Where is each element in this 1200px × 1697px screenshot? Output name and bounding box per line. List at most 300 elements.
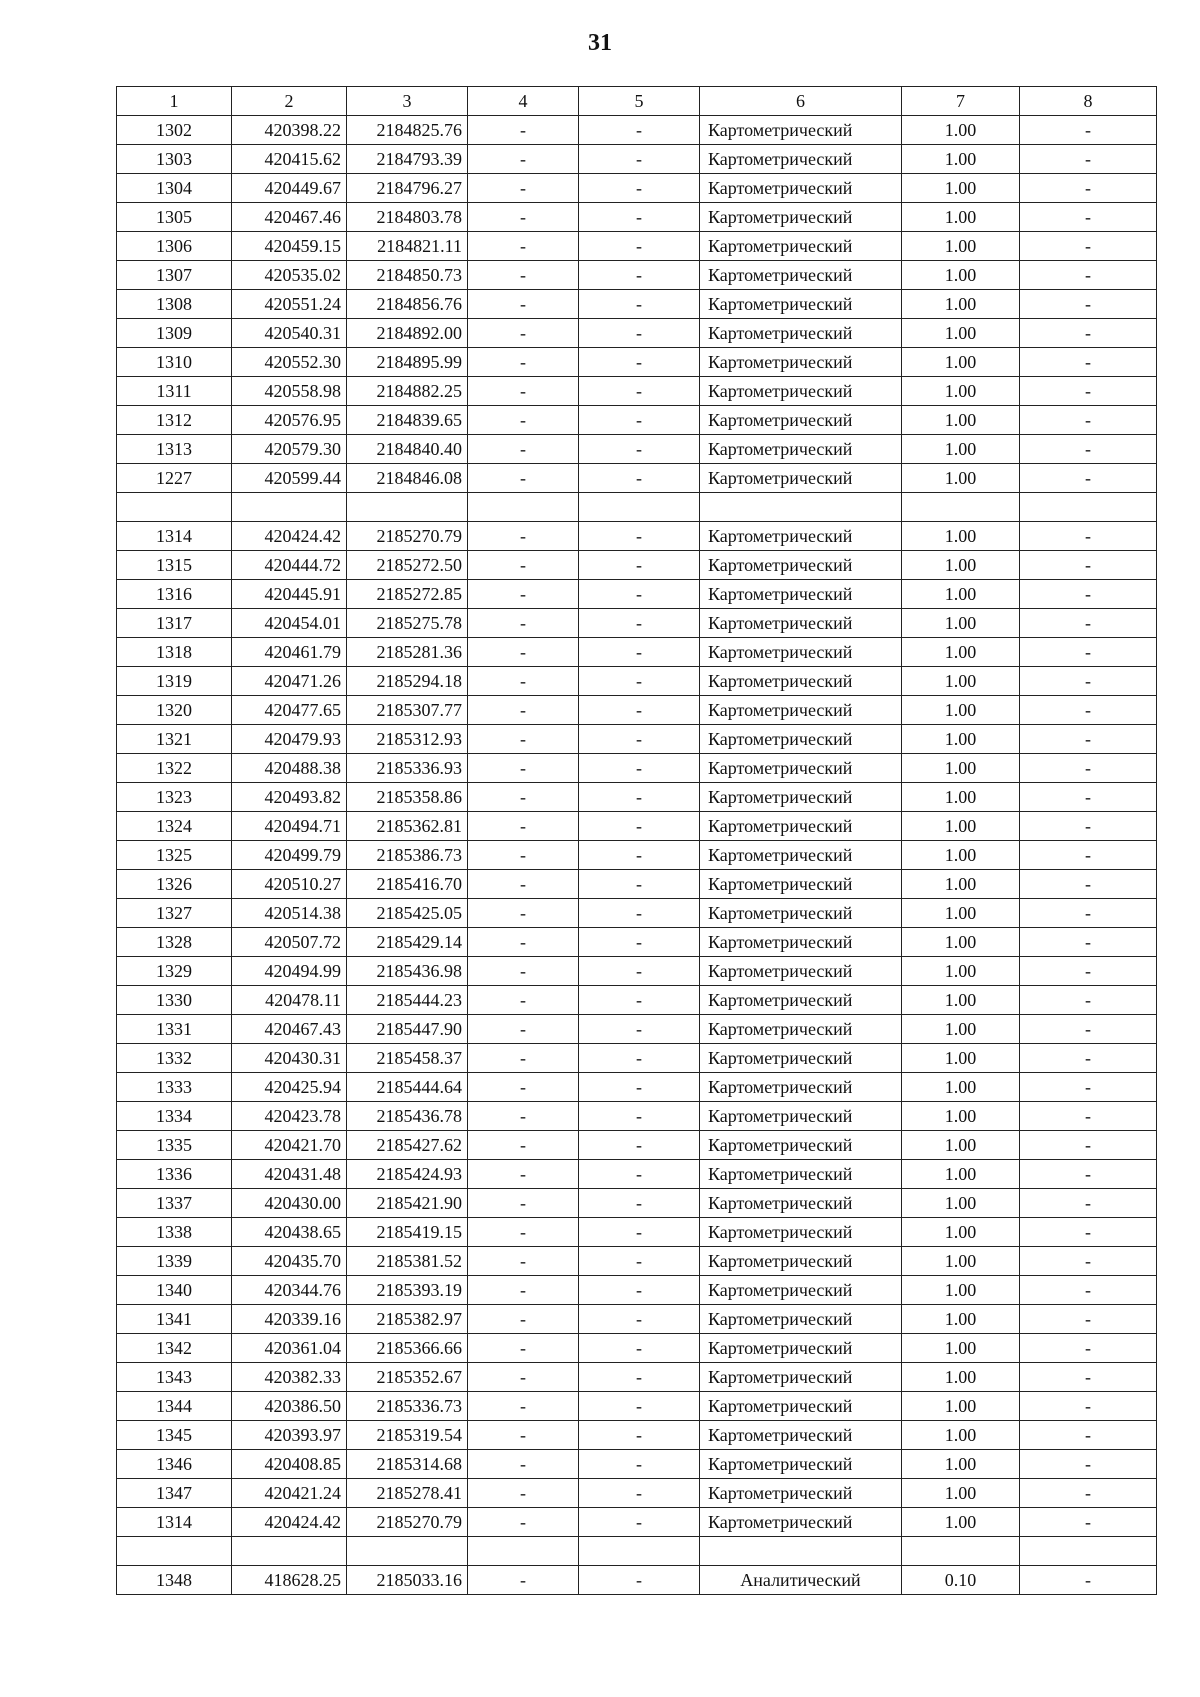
method-cell: Картометрический (700, 812, 902, 841)
coord-x-cell: 420540.31 (232, 319, 347, 348)
col-8-cell: - (1020, 696, 1157, 725)
point-number-cell: 1336 (117, 1160, 232, 1189)
col-8-cell: - (1020, 1421, 1157, 1450)
col-4-cell: - (468, 928, 579, 957)
col-8-cell: - (1020, 1247, 1157, 1276)
col-4-cell: - (468, 1044, 579, 1073)
coord-y-cell: 2185436.98 (347, 957, 468, 986)
point-number-cell: 1307 (117, 261, 232, 290)
coord-x-cell: 420425.94 (232, 1073, 347, 1102)
col-8-cell: - (1020, 1160, 1157, 1189)
col-4-cell: - (468, 986, 579, 1015)
method-cell (700, 1537, 902, 1566)
point-number-cell (117, 493, 232, 522)
column-header: 4 (468, 87, 579, 116)
accuracy-cell: 1.00 (902, 174, 1020, 203)
col-5-cell: - (579, 783, 700, 812)
point-number-cell: 1326 (117, 870, 232, 899)
col-5-cell (579, 493, 700, 522)
col-4-cell: - (468, 870, 579, 899)
coord-y-cell (347, 493, 468, 522)
col-4-cell: - (468, 1305, 579, 1334)
col-8-cell (1020, 493, 1157, 522)
col-5-cell: - (579, 522, 700, 551)
coord-y-cell: 2185272.50 (347, 551, 468, 580)
coord-y-cell: 2185033.16 (347, 1566, 468, 1595)
method-cell: Картометрический (700, 957, 902, 986)
table-row (117, 1305, 1157, 1334)
col-8-cell: - (1020, 638, 1157, 667)
method-cell: Картометрический (700, 1131, 902, 1160)
point-number-cell: 1320 (117, 696, 232, 725)
point-number-cell: 1335 (117, 1131, 232, 1160)
col-5-cell: - (579, 1392, 700, 1421)
coord-x-cell: 420461.79 (232, 638, 347, 667)
method-cell: Аналитический (700, 1566, 902, 1595)
coord-x-cell: 420535.02 (232, 261, 347, 290)
col-5-cell: - (579, 754, 700, 783)
accuracy-cell: 1.00 (902, 1247, 1020, 1276)
table-row (117, 725, 1157, 754)
coord-x-cell: 420408.85 (232, 1450, 347, 1479)
col-4-cell: - (468, 638, 579, 667)
coord-y-cell: 2185421.90 (347, 1189, 468, 1218)
table-row (117, 261, 1157, 290)
col-4-cell: - (468, 261, 579, 290)
col-4-cell: - (468, 1392, 579, 1421)
coord-x-cell: 420438.65 (232, 1218, 347, 1247)
coord-y-cell: 2185352.67 (347, 1363, 468, 1392)
point-number-cell: 1328 (117, 928, 232, 957)
coord-x-cell: 420579.30 (232, 435, 347, 464)
method-cell: Картометрический (700, 377, 902, 406)
coord-y-cell: 2185319.54 (347, 1421, 468, 1450)
col-5-cell: - (579, 928, 700, 957)
table-row (117, 754, 1157, 783)
col-4-cell: - (468, 725, 579, 754)
coord-y-cell: 2185278.41 (347, 1479, 468, 1508)
col-5-cell: - (579, 1189, 700, 1218)
table-row (117, 928, 1157, 957)
point-number-cell: 1308 (117, 290, 232, 319)
coord-x-cell: 420507.72 (232, 928, 347, 957)
col-4-cell: - (468, 1189, 579, 1218)
coord-y-cell: 2184840.40 (347, 435, 468, 464)
table-row (117, 1131, 1157, 1160)
point-number-cell: 1342 (117, 1334, 232, 1363)
method-cell: Картометрический (700, 609, 902, 638)
coord-x-cell: 420599.44 (232, 464, 347, 493)
col-8-cell: - (1020, 1392, 1157, 1421)
point-number-cell: 1303 (117, 145, 232, 174)
coord-y-cell: 2185393.19 (347, 1276, 468, 1305)
point-number-cell: 1318 (117, 638, 232, 667)
coord-x-cell: 420386.50 (232, 1392, 347, 1421)
method-cell: Картометрический (700, 145, 902, 174)
table-row (117, 638, 1157, 667)
coord-y-cell (347, 1537, 468, 1566)
col-4-cell: - (468, 1276, 579, 1305)
point-number-cell: 1304 (117, 174, 232, 203)
table-row (117, 1189, 1157, 1218)
point-number-cell: 1227 (117, 464, 232, 493)
coord-x-cell: 420478.11 (232, 986, 347, 1015)
table-row (117, 435, 1157, 464)
table-row (117, 377, 1157, 406)
point-number-cell: 1331 (117, 1015, 232, 1044)
col-8-cell: - (1020, 377, 1157, 406)
coord-y-cell: 2185425.05 (347, 899, 468, 928)
col-5-cell: - (579, 986, 700, 1015)
col-4-cell: - (468, 377, 579, 406)
accuracy-cell: 1.00 (902, 1479, 1020, 1508)
coord-x-cell: 420445.91 (232, 580, 347, 609)
col-8-cell: - (1020, 1131, 1157, 1160)
table-row (117, 1015, 1157, 1044)
col-5-cell: - (579, 377, 700, 406)
col-8-cell: - (1020, 783, 1157, 812)
point-number-cell: 1337 (117, 1189, 232, 1218)
method-cell: Картометрический (700, 551, 902, 580)
col-5-cell: - (579, 1218, 700, 1247)
col-4-cell: - (468, 1450, 579, 1479)
coord-x-cell (232, 1537, 347, 1566)
accuracy-cell: 1.00 (902, 1160, 1020, 1189)
point-number-cell: 1348 (117, 1566, 232, 1595)
col-4-cell: - (468, 580, 579, 609)
accuracy-cell: 1.00 (902, 1218, 1020, 1247)
accuracy-cell: 0.10 (902, 1566, 1020, 1595)
method-cell: Картометрический (700, 1102, 902, 1131)
table-row (117, 493, 1157, 522)
col-4-cell: - (468, 783, 579, 812)
col-8-cell: - (1020, 203, 1157, 232)
method-cell: Картометрический (700, 435, 902, 464)
table-row (117, 1566, 1157, 1595)
column-header: 5 (579, 87, 700, 116)
col-8-cell: - (1020, 725, 1157, 754)
method-cell (700, 493, 902, 522)
col-4-cell (468, 493, 579, 522)
column-header: 6 (700, 87, 902, 116)
accuracy-cell: 1.00 (902, 1392, 1020, 1421)
accuracy-cell: 1.00 (902, 464, 1020, 493)
table-row (117, 696, 1157, 725)
col-5-cell: - (579, 580, 700, 609)
coord-y-cell: 2184821.11 (347, 232, 468, 261)
point-number-cell: 1315 (117, 551, 232, 580)
coord-x-cell: 420344.76 (232, 1276, 347, 1305)
coord-x-cell: 420393.97 (232, 1421, 347, 1450)
col-8-cell: - (1020, 1479, 1157, 1508)
col-5-cell: - (579, 1305, 700, 1334)
table-row (117, 1218, 1157, 1247)
col-8-cell: - (1020, 1015, 1157, 1044)
col-8-cell: - (1020, 667, 1157, 696)
coord-y-cell: 2184892.00 (347, 319, 468, 348)
coord-y-cell: 2185272.85 (347, 580, 468, 609)
coord-x-cell: 420467.46 (232, 203, 347, 232)
coord-y-cell: 2185416.70 (347, 870, 468, 899)
accuracy-cell: 1.00 (902, 1044, 1020, 1073)
col-4-cell: - (468, 1015, 579, 1044)
point-number-cell: 1333 (117, 1073, 232, 1102)
col-4-cell: - (468, 696, 579, 725)
method-cell: Картометрический (700, 1160, 902, 1189)
method-cell: Картометрический (700, 348, 902, 377)
coord-y-cell: 2184856.76 (347, 290, 468, 319)
method-cell: Картометрический (700, 1189, 902, 1218)
table-row (117, 957, 1157, 986)
coord-x-cell: 420361.04 (232, 1334, 347, 1363)
point-number-cell: 1332 (117, 1044, 232, 1073)
method-cell: Картометрический (700, 319, 902, 348)
table-row (117, 812, 1157, 841)
col-8-cell (1020, 1537, 1157, 1566)
col-8-cell: - (1020, 986, 1157, 1015)
method-cell: Картометрический (700, 1479, 902, 1508)
point-number-cell: 1319 (117, 667, 232, 696)
col-4-cell: - (468, 667, 579, 696)
point-number-cell: 1317 (117, 609, 232, 638)
coord-y-cell: 2185336.93 (347, 754, 468, 783)
col-5-cell: - (579, 1450, 700, 1479)
col-4-cell: - (468, 1073, 579, 1102)
coord-y-cell: 2185382.97 (347, 1305, 468, 1334)
table-row (117, 580, 1157, 609)
table-row (117, 667, 1157, 696)
col-4-cell: - (468, 1102, 579, 1131)
col-8-cell: - (1020, 1305, 1157, 1334)
table-row (117, 1247, 1157, 1276)
coord-y-cell: 2184803.78 (347, 203, 468, 232)
coord-y-cell: 2184895.99 (347, 348, 468, 377)
table-row (117, 1160, 1157, 1189)
method-cell: Картометрический (700, 1363, 902, 1392)
point-number-cell: 1314 (117, 1508, 232, 1537)
col-4-cell: - (468, 319, 579, 348)
col-8-cell: - (1020, 899, 1157, 928)
method-cell: Картометрический (700, 841, 902, 870)
col-5-cell: - (579, 145, 700, 174)
col-8-cell: - (1020, 1276, 1157, 1305)
accuracy-cell: 1.00 (902, 203, 1020, 232)
table-row (117, 174, 1157, 203)
coord-y-cell: 2185458.37 (347, 1044, 468, 1073)
point-number-cell: 1345 (117, 1421, 232, 1450)
accuracy-cell: 1.00 (902, 928, 1020, 957)
method-cell: Картометрический (700, 580, 902, 609)
col-8-cell: - (1020, 1073, 1157, 1102)
coord-x-cell: 420435.70 (232, 1247, 347, 1276)
coord-y-cell: 2185429.14 (347, 928, 468, 957)
column-header: 7 (902, 87, 1020, 116)
col-8-cell: - (1020, 870, 1157, 899)
point-number-cell: 1323 (117, 783, 232, 812)
column-header: 2 (232, 87, 347, 116)
col-4-cell: - (468, 116, 579, 145)
col-8-cell: - (1020, 580, 1157, 609)
accuracy-cell: 1.00 (902, 870, 1020, 899)
table-row (117, 145, 1157, 174)
coord-y-cell: 2184850.73 (347, 261, 468, 290)
col-5-cell: - (579, 203, 700, 232)
coord-x-cell: 420514.38 (232, 899, 347, 928)
point-number-cell: 1314 (117, 522, 232, 551)
col-8-cell: - (1020, 1450, 1157, 1479)
accuracy-cell: 1.00 (902, 667, 1020, 696)
table-row (117, 841, 1157, 870)
col-4-cell: - (468, 899, 579, 928)
point-number-cell: 1330 (117, 986, 232, 1015)
col-8-cell: - (1020, 290, 1157, 319)
coord-y-cell: 2184796.27 (347, 174, 468, 203)
table-row (117, 1537, 1157, 1566)
coord-x-cell: 420471.26 (232, 667, 347, 696)
col-8-cell: - (1020, 174, 1157, 203)
column-header: 3 (347, 87, 468, 116)
method-cell: Картометрический (700, 783, 902, 812)
col-4-cell: - (468, 1363, 579, 1392)
col-8-cell: - (1020, 464, 1157, 493)
coord-y-cell: 2185366.66 (347, 1334, 468, 1363)
accuracy-cell: 1.00 (902, 290, 1020, 319)
coord-y-cell: 2185381.52 (347, 1247, 468, 1276)
col-5-cell: - (579, 609, 700, 638)
col-5-cell: - (579, 1363, 700, 1392)
col-5-cell: - (579, 841, 700, 870)
method-cell: Картометрический (700, 870, 902, 899)
point-number-cell: 1309 (117, 319, 232, 348)
col-4-cell: - (468, 609, 579, 638)
table-row (117, 522, 1157, 551)
col-4-cell: - (468, 754, 579, 783)
coord-x-cell: 420449.67 (232, 174, 347, 203)
col-8-cell: - (1020, 812, 1157, 841)
method-cell: Картометрический (700, 1392, 902, 1421)
table-row (117, 1508, 1157, 1537)
col-8-cell: - (1020, 1218, 1157, 1247)
coord-x-cell: 420576.95 (232, 406, 347, 435)
col-4-cell: - (468, 435, 579, 464)
point-number-cell: 1311 (117, 377, 232, 406)
col-5-cell: - (579, 406, 700, 435)
point-number-cell: 1324 (117, 812, 232, 841)
coord-y-cell: 2185281.36 (347, 638, 468, 667)
col-4-cell: - (468, 1160, 579, 1189)
col-8-cell: - (1020, 116, 1157, 145)
table-row (117, 551, 1157, 580)
col-8-cell: - (1020, 928, 1157, 957)
accuracy-cell: 1.00 (902, 348, 1020, 377)
table-row (117, 1334, 1157, 1363)
coord-y-cell: 2185270.79 (347, 1508, 468, 1537)
table-row (117, 1276, 1157, 1305)
point-number-cell: 1310 (117, 348, 232, 377)
method-cell: Картометрический (700, 754, 902, 783)
accuracy-cell: 1.00 (902, 522, 1020, 551)
col-4-cell: - (468, 1421, 579, 1450)
accuracy-cell: 1.00 (902, 580, 1020, 609)
coord-y-cell: 2185444.23 (347, 986, 468, 1015)
accuracy-cell: 1.00 (902, 1334, 1020, 1363)
method-cell: Картометрический (700, 1276, 902, 1305)
table-row (117, 319, 1157, 348)
header-row (117, 87, 1157, 116)
coord-y-cell: 2185270.79 (347, 522, 468, 551)
col-5-cell: - (579, 1131, 700, 1160)
accuracy-cell: 1.00 (902, 696, 1020, 725)
accuracy-cell: 1.00 (902, 1131, 1020, 1160)
accuracy-cell: 1.00 (902, 145, 1020, 174)
table-row (117, 609, 1157, 638)
col-4-cell: - (468, 522, 579, 551)
point-number-cell: 1340 (117, 1276, 232, 1305)
col-5-cell: - (579, 116, 700, 145)
col-5-cell: - (579, 1247, 700, 1276)
col-8-cell: - (1020, 1363, 1157, 1392)
method-cell: Картометрический (700, 116, 902, 145)
method-cell: Картометрический (700, 1015, 902, 1044)
col-5-cell: - (579, 1566, 700, 1595)
coord-x-cell: 420494.99 (232, 957, 347, 986)
col-8-cell: - (1020, 1102, 1157, 1131)
accuracy-cell: 1.00 (902, 1421, 1020, 1450)
col-5-cell: - (579, 1073, 700, 1102)
col-5-cell: - (579, 1044, 700, 1073)
accuracy-cell: 1.00 (902, 899, 1020, 928)
coord-x-cell (232, 493, 347, 522)
col-5-cell: - (579, 1102, 700, 1131)
coord-x-cell: 420421.24 (232, 1479, 347, 1508)
method-cell: Картометрический (700, 1305, 902, 1334)
coord-x-cell: 420477.65 (232, 696, 347, 725)
table-row (117, 1479, 1157, 1508)
coord-x-cell: 420382.33 (232, 1363, 347, 1392)
col-5-cell: - (579, 870, 700, 899)
col-4-cell: - (468, 406, 579, 435)
col-8-cell: - (1020, 319, 1157, 348)
col-4-cell: - (468, 145, 579, 174)
col-4-cell: - (468, 1334, 579, 1363)
accuracy-cell: 1.00 (902, 1276, 1020, 1305)
coord-x-cell: 420444.72 (232, 551, 347, 580)
method-cell: Картометрический (700, 696, 902, 725)
coord-y-cell: 2185358.86 (347, 783, 468, 812)
method-cell: Картометрический (700, 203, 902, 232)
point-number-cell: 1327 (117, 899, 232, 928)
coord-y-cell: 2185312.93 (347, 725, 468, 754)
coord-x-cell: 420423.78 (232, 1102, 347, 1131)
accuracy-cell: 1.00 (902, 754, 1020, 783)
method-cell: Картометрический (700, 406, 902, 435)
accuracy-cell: 1.00 (902, 1305, 1020, 1334)
coord-y-cell: 2185362.81 (347, 812, 468, 841)
accuracy-cell (902, 493, 1020, 522)
col-8-cell: - (1020, 841, 1157, 870)
coord-x-cell: 420339.16 (232, 1305, 347, 1334)
point-number-cell: 1341 (117, 1305, 232, 1334)
column-header: 1 (117, 87, 232, 116)
method-cell: Картометрический (700, 232, 902, 261)
col-5-cell: - (579, 1479, 700, 1508)
coord-x-cell: 420431.48 (232, 1160, 347, 1189)
method-cell: Картометрический (700, 261, 902, 290)
coord-y-cell: 2184825.76 (347, 116, 468, 145)
table-row (117, 1392, 1157, 1421)
coord-x-cell: 420510.27 (232, 870, 347, 899)
col-8-cell: - (1020, 957, 1157, 986)
